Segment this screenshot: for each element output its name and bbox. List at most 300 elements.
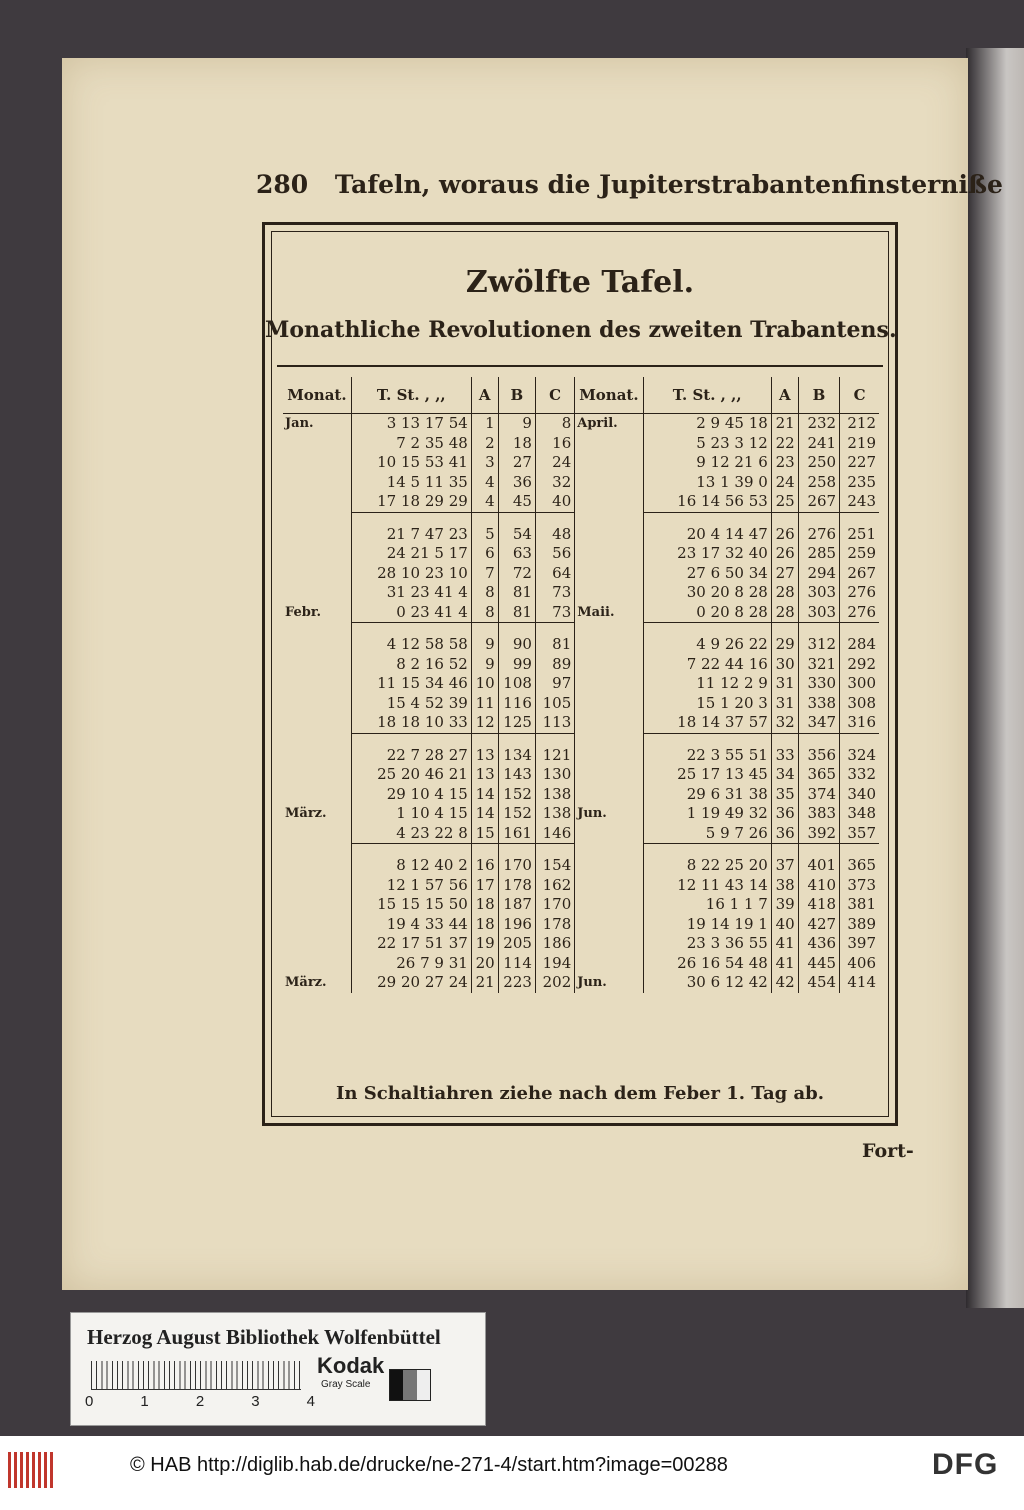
- table-cell: 340: [847, 784, 876, 803]
- table-cell: 276: [798, 525, 839, 545]
- table-cell: 5 9 7 26: [643, 824, 771, 844]
- separator-cell: [840, 623, 879, 636]
- table-row: [283, 746, 879, 766]
- table-cell: 152: [498, 785, 535, 805]
- table-cell: 26 16 54 48: [643, 954, 771, 974]
- table-cell: 32: [771, 713, 798, 733]
- table-cell: 13 1 39 0: [643, 473, 771, 493]
- page-number: 280: [256, 170, 309, 199]
- separator-cell: [575, 512, 643, 525]
- month-label: [575, 746, 643, 766]
- table-cell: 12: [471, 713, 498, 733]
- table-cell: 25 17 13 45: [643, 765, 771, 785]
- table-row: [283, 785, 879, 805]
- table-cell: 30 6 12 42: [643, 973, 771, 993]
- month-label: [283, 434, 351, 454]
- table-cell: 12 11 43 14: [643, 876, 771, 896]
- table-cell: 54: [498, 525, 535, 545]
- table-cell: 250: [798, 453, 839, 473]
- table-cell: 196: [498, 915, 535, 935]
- table-cell: 338: [798, 694, 839, 714]
- table-cell: 9: [471, 635, 498, 655]
- table-cell: 73: [552, 583, 572, 601]
- table-cell: 36: [498, 473, 535, 493]
- table-cell: 37: [771, 856, 798, 876]
- table-row: [283, 973, 879, 993]
- running-head: [256, 170, 1003, 199]
- month-label: Maii.: [575, 603, 643, 623]
- month-label: [283, 525, 351, 545]
- table-frame: [262, 222, 898, 1126]
- table-cell: 40: [771, 915, 798, 935]
- separator-cell: [643, 512, 771, 525]
- table-cell: 24: [552, 453, 572, 471]
- table-row: [283, 824, 879, 844]
- table-cell: 21: [771, 414, 798, 434]
- table-cell: 29 10 4 15: [351, 785, 471, 805]
- table-cell: 4 9 26 22: [643, 635, 771, 655]
- table-cell: 356: [798, 746, 839, 766]
- separator-cell: [471, 623, 498, 636]
- table-cell: 41: [771, 954, 798, 974]
- separator-cell: [498, 623, 535, 636]
- separator-cell: [535, 623, 574, 636]
- column-header: Monat.: [575, 377, 643, 414]
- separator-cell: [283, 733, 351, 746]
- table-cell: 14: [471, 804, 498, 824]
- ruler-number: 3: [251, 1393, 260, 1410]
- table-row: [283, 694, 879, 714]
- table-cell: 347: [798, 713, 839, 733]
- table-cell: 23 17 32 40: [643, 544, 771, 564]
- table-cell: 15 4 52 39: [351, 694, 471, 714]
- table-row: [283, 434, 879, 454]
- month-label: [283, 473, 351, 493]
- table-cell: 90: [498, 635, 535, 655]
- table-cell: 348: [847, 804, 876, 822]
- table-cell: 125: [498, 713, 535, 733]
- table-cell: 22 3 55 51: [643, 746, 771, 766]
- table-cell: 13: [471, 746, 498, 766]
- month-label: [283, 746, 351, 766]
- library-name: Herzog August Bibliothek Wolfenbüttel: [87, 1325, 441, 1349]
- table-cell: 267: [847, 563, 876, 582]
- column-header: B: [498, 377, 535, 414]
- table-cell: 72: [498, 564, 535, 584]
- table-cell: 332: [847, 765, 876, 783]
- separator-cell: [351, 844, 471, 857]
- month-label: [575, 655, 643, 675]
- separator-cell: [643, 623, 771, 636]
- table-cell: 108: [498, 674, 535, 694]
- month-label: [283, 544, 351, 564]
- column-header: C: [535, 377, 574, 414]
- table-cell: 23 3 36 55: [643, 934, 771, 954]
- table-cell: 27: [771, 564, 798, 584]
- table-cell: 454: [798, 973, 839, 993]
- month-label: [575, 473, 643, 493]
- table-cell: 10 15 53 41: [351, 453, 471, 473]
- separator-cell: [575, 623, 643, 636]
- table-cell: 324: [847, 745, 876, 764]
- table-cell: 205: [498, 934, 535, 954]
- month-label: [283, 655, 351, 675]
- table-cell: 27: [498, 453, 535, 473]
- table-cell: 178: [542, 914, 572, 933]
- table-cell: 31: [771, 694, 798, 714]
- month-label: [575, 525, 643, 545]
- month-label: [575, 544, 643, 564]
- table-row: [283, 765, 879, 785]
- table-cell: 5: [471, 525, 498, 545]
- table-cell: 365: [798, 765, 839, 785]
- table-cell: 8 12 40 2: [351, 856, 471, 876]
- table-cell: 26: [771, 544, 798, 564]
- separator-cell: [840, 512, 879, 525]
- table-cell: 2 9 45 18: [643, 414, 771, 434]
- month-label: [575, 674, 643, 694]
- table-cell: 121: [542, 745, 572, 764]
- separator-cell: [283, 623, 351, 636]
- separator-cell: [471, 512, 498, 525]
- table-cell: 138: [542, 784, 572, 803]
- group-separator: [283, 623, 879, 636]
- table-cell: 11 12 2 9: [643, 674, 771, 694]
- table-cell: 194: [542, 953, 572, 972]
- table-cell: 152: [498, 804, 535, 824]
- header-rule: [277, 365, 883, 367]
- month-label: März.: [283, 973, 351, 993]
- table-cell: 410: [798, 876, 839, 896]
- month-label: [283, 453, 351, 473]
- month-label: April.: [575, 414, 643, 434]
- table-cell: 8: [471, 603, 498, 623]
- table-cell: 276: [847, 602, 876, 621]
- table-cell: 292: [847, 654, 876, 673]
- table-cell: 20 4 14 47: [643, 525, 771, 545]
- table-cell: 6: [471, 544, 498, 564]
- table-cell: 28: [771, 583, 798, 603]
- table-cell: 18 14 37 57: [643, 713, 771, 733]
- table-cell: 19: [471, 934, 498, 954]
- table-cell: 392: [798, 824, 839, 844]
- table-cell: 187: [498, 895, 535, 915]
- dfg-logo: DFG: [932, 1448, 999, 1481]
- table-row: [283, 635, 879, 655]
- table-cell: 406: [847, 953, 876, 972]
- ruler-number: 0: [85, 1393, 94, 1410]
- table-row: [283, 564, 879, 584]
- separator-cell: [771, 512, 798, 525]
- table-cell: 5 23 3 12: [643, 434, 771, 454]
- table-cell: 22 17 51 37: [351, 934, 471, 954]
- table-row: [283, 713, 879, 733]
- month-label: Jan.: [283, 414, 351, 434]
- table-cell: 64: [552, 563, 572, 582]
- table-cell: 138: [542, 804, 572, 822]
- table-cell: 35: [771, 785, 798, 805]
- separator-cell: [840, 733, 879, 746]
- table-cell: 212: [847, 414, 876, 432]
- table-cell: 15: [471, 824, 498, 844]
- table-cell: 10: [471, 674, 498, 694]
- column-header: B: [798, 377, 839, 414]
- table-cell: 16 1 1 7: [643, 895, 771, 915]
- table-cell: 81: [498, 603, 535, 623]
- table-cell: 0 20 8 28: [643, 603, 771, 623]
- separator-cell: [471, 844, 498, 857]
- table-cell: 19 4 33 44: [351, 915, 471, 935]
- month-label: [283, 492, 351, 512]
- table-cell: 227: [847, 453, 876, 471]
- column-header: C: [840, 377, 879, 414]
- table-cell: 38: [771, 876, 798, 896]
- table-cell: 401: [798, 856, 839, 876]
- table-cell: 11: [471, 694, 498, 714]
- table-row: [283, 876, 879, 896]
- month-label: [283, 915, 351, 935]
- table-cell: 40: [552, 492, 572, 510]
- table-cell: 243: [847, 492, 876, 510]
- catchword: Fort-: [862, 1140, 914, 1162]
- table-cell: 16: [471, 856, 498, 876]
- table-cell: 15 15 15 50: [351, 895, 471, 915]
- table-row: [283, 492, 879, 512]
- table-cell: 7: [471, 564, 498, 584]
- table-row: [283, 525, 879, 545]
- table-cell: 241: [798, 434, 839, 454]
- month-label: Jun.: [575, 804, 643, 824]
- table-cell: 97: [552, 674, 572, 692]
- table-row: [283, 603, 879, 623]
- table-cell: 1 19 49 32: [643, 804, 771, 824]
- column-header: T. St. , ,,: [351, 377, 471, 414]
- copyright-link[interactable]: © HAB http://diglib.hab.de/drucke/ne-271-4/start.htm?image=00288: [130, 1454, 728, 1476]
- table-cell: 381: [847, 895, 876, 913]
- separator-cell: [798, 623, 839, 636]
- table-row: [283, 954, 879, 974]
- table-cell: 365: [847, 856, 876, 874]
- month-label: [575, 453, 643, 473]
- table-cell: 34: [771, 765, 798, 785]
- separator-cell: [351, 623, 471, 636]
- table-cell: 4: [471, 473, 498, 493]
- month-label: [283, 765, 351, 785]
- separator-cell: [283, 844, 351, 857]
- table-cell: 56: [552, 544, 572, 562]
- table-cell: 389: [847, 914, 876, 933]
- table-cell: 284: [847, 635, 876, 653]
- table-cell: 316: [847, 713, 876, 731]
- table-cell: 427: [798, 915, 839, 935]
- table-cell: 130: [542, 765, 572, 783]
- table-row: [283, 915, 879, 935]
- table-cell: 235: [847, 472, 876, 491]
- table-cell: 33: [771, 746, 798, 766]
- gray-patches: [389, 1369, 431, 1401]
- table-cell: 36: [771, 804, 798, 824]
- table-cell: 26: [771, 525, 798, 545]
- ruler-number: 4: [306, 1393, 315, 1410]
- table-cell: 285: [798, 544, 839, 564]
- separator-cell: [535, 844, 574, 857]
- table-cell: 300: [847, 674, 876, 692]
- table-cell: 9: [471, 655, 498, 675]
- month-label: [575, 564, 643, 584]
- month-label: [283, 856, 351, 876]
- table-cell: 4: [471, 492, 498, 512]
- table-row: [283, 804, 879, 824]
- table-title: Zwölfte Tafel.: [465, 265, 695, 300]
- table-cell: 303: [798, 603, 839, 623]
- table-cell: 25 20 46 21: [351, 765, 471, 785]
- table-row: [283, 414, 879, 434]
- table-cell: 45: [498, 492, 535, 512]
- table-cell: 202: [542, 973, 572, 991]
- table-cell: 161: [498, 824, 535, 844]
- table-cell: 12 1 57 56: [351, 876, 471, 896]
- table-cell: 294: [798, 564, 839, 584]
- table-cell: 170: [542, 895, 572, 913]
- table-cell: 436: [798, 934, 839, 954]
- table-cell: 99: [498, 655, 535, 675]
- group-separator: [283, 733, 879, 746]
- table-row: [283, 544, 879, 564]
- table-cell: 3 13 17 54: [351, 414, 471, 434]
- table-cell: 8 2 16 52: [351, 655, 471, 675]
- table-cell: 11 15 34 46: [351, 674, 471, 694]
- separator-cell: [798, 512, 839, 525]
- table-cell: 8: [471, 583, 498, 603]
- month-label: [575, 765, 643, 785]
- table-cell: 8 22 25 20: [643, 856, 771, 876]
- table-cell: 81: [552, 635, 572, 653]
- month-label: Jun.: [575, 973, 643, 993]
- month-label: [575, 895, 643, 915]
- month-label: [283, 824, 351, 844]
- month-label: [283, 954, 351, 974]
- table-cell: 116: [498, 694, 535, 714]
- month-label: [575, 785, 643, 805]
- month-label: [283, 564, 351, 584]
- table-cell: 105: [542, 693, 572, 712]
- hab-logo-icon: [8, 1452, 54, 1488]
- table-cell: 24: [771, 473, 798, 493]
- separator-cell: [575, 844, 643, 857]
- column-header: A: [771, 377, 798, 414]
- table-cell: 146: [542, 823, 572, 842]
- table-cell: 162: [542, 875, 572, 894]
- month-label: [575, 876, 643, 896]
- table-cell: 312: [798, 635, 839, 655]
- table-cell: 26 7 9 31: [351, 954, 471, 974]
- table-cell: 24 21 5 17: [351, 544, 471, 564]
- month-label: [283, 785, 351, 805]
- table-cell: 16 14 56 53: [643, 492, 771, 512]
- table-cell: 9 12 21 6: [643, 453, 771, 473]
- table-cell: 259: [847, 544, 876, 562]
- table-row: [283, 583, 879, 603]
- month-label: [575, 583, 643, 603]
- table-row: [283, 655, 879, 675]
- table-cell: 18: [471, 895, 498, 915]
- month-label: [575, 915, 643, 935]
- table-cell: 7 2 35 48: [351, 434, 471, 454]
- revolutions-table: [283, 377, 879, 993]
- table-cell: 29 20 27 24: [351, 973, 471, 993]
- table-cell: 186: [542, 934, 572, 952]
- gray-scale-label: Gray Scale: [321, 1379, 371, 1390]
- table-cell: 22: [771, 434, 798, 454]
- separator-cell: [498, 733, 535, 746]
- running-head-text: Tafeln, woraus die Jupiterstrabantenfinsterniße: [334, 170, 1003, 199]
- separator-cell: [771, 844, 798, 857]
- table-cell: 308: [847, 693, 876, 712]
- table-cell: 73: [552, 602, 572, 621]
- separator-cell: [643, 844, 771, 857]
- table-cell: 14: [471, 785, 498, 805]
- table-cell: 418: [798, 895, 839, 915]
- month-label: [283, 934, 351, 954]
- table-cell: 48: [552, 524, 572, 543]
- month-label: [575, 635, 643, 655]
- table-subtitle: Monathliche Revolutionen des zweiten Trabantens.: [265, 317, 897, 343]
- table-cell: 357: [847, 823, 876, 842]
- month-label: [575, 856, 643, 876]
- table-cell: 9: [498, 414, 535, 434]
- kodak-label: Kodak: [317, 1353, 385, 1378]
- table-cell: 29 6 31 38: [643, 785, 771, 805]
- table-cell: 4 23 22 8: [351, 824, 471, 844]
- separator-cell: [471, 733, 498, 746]
- separator-cell: [771, 623, 798, 636]
- table-cell: 41: [771, 934, 798, 954]
- table-cell: 19 14 19 1: [643, 915, 771, 935]
- table-cell: 383: [798, 804, 839, 824]
- month-label: [283, 674, 351, 694]
- facing-page-edge: [966, 48, 1024, 1308]
- ruler-number: 2: [195, 1393, 205, 1410]
- separator-cell: [840, 844, 879, 857]
- table-cell: 22 7 28 27: [351, 746, 471, 766]
- separator-cell: [535, 512, 574, 525]
- table-row: [283, 856, 879, 876]
- table-cell: 28 10 23 10: [351, 564, 471, 584]
- table-cell: 134: [498, 746, 535, 766]
- table-cell: 232: [798, 414, 839, 434]
- table-cell: 219: [847, 433, 876, 452]
- table-cell: 8: [561, 414, 572, 432]
- ruler-scale: [91, 1361, 301, 1390]
- separator-cell: [351, 733, 471, 746]
- table-cell: 17 18 29 29: [351, 492, 471, 512]
- month-label: [283, 895, 351, 915]
- table-cell: 39: [771, 895, 798, 915]
- separator-cell: [283, 512, 351, 525]
- column-header: A: [471, 377, 498, 414]
- table-cell: 2: [471, 434, 498, 454]
- separator-cell: [498, 512, 535, 525]
- table-cell: 154: [542, 856, 572, 874]
- table-cell: 170: [498, 856, 535, 876]
- table-cell: 36: [771, 824, 798, 844]
- month-label: [575, 434, 643, 454]
- table-cell: 114: [498, 954, 535, 974]
- table-header-row: [283, 377, 879, 414]
- table-row: [283, 895, 879, 915]
- table-cell: 4 12 58 58: [351, 635, 471, 655]
- month-label: [283, 635, 351, 655]
